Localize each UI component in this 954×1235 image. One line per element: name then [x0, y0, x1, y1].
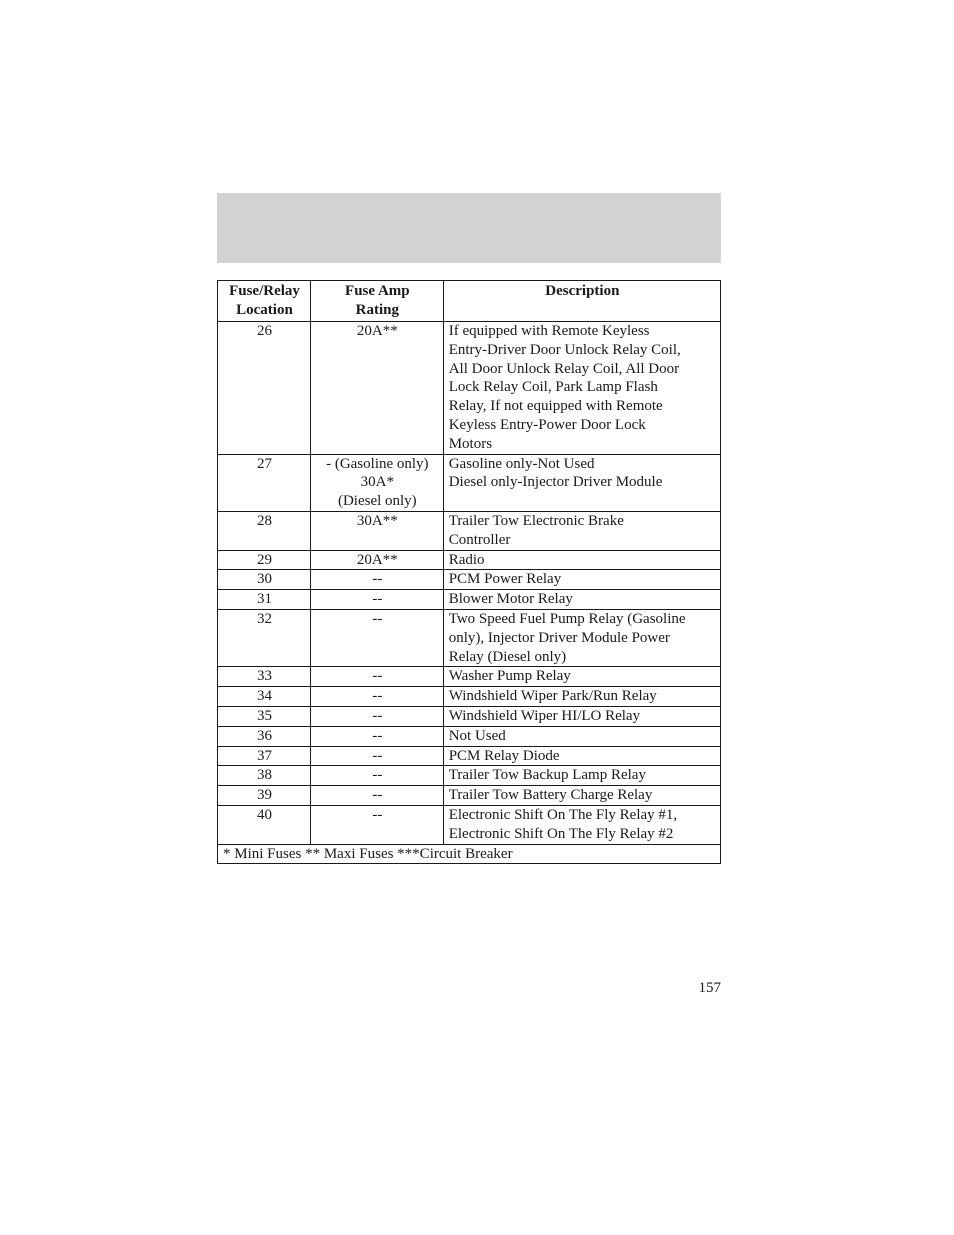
- fuse-amp-rating: [310, 746, 443, 766]
- table-row: [218, 706, 721, 726]
- fuse-description: [443, 726, 720, 746]
- fuse-location: 40: [218, 805, 311, 844]
- amp-line: (Diesel only): [337, 493, 417, 510]
- description-line: PCM Relay Diode: [448, 747, 560, 764]
- footnote-row: [218, 844, 721, 864]
- fuse-amp-rating: [310, 786, 443, 806]
- fuse-description: [443, 805, 720, 844]
- table-row: [218, 322, 721, 455]
- page-number: 157: [698, 980, 721, 996]
- fuse-location: 38: [218, 766, 311, 786]
- description-line: Entry-Driver Door Unlock Relay Coil,: [448, 341, 681, 358]
- table-row: [218, 687, 721, 707]
- fuse-amp-rating: [310, 687, 443, 707]
- fuse-description: [443, 667, 720, 687]
- table-row: [218, 550, 721, 570]
- fuse-amp-rating: [310, 322, 443, 455]
- fuse-description: [443, 609, 720, 666]
- description-line: Trailer Tow Backup Lamp Relay: [448, 767, 646, 784]
- table-row: [218, 805, 721, 844]
- description-line: Two Speed Fuel Pump Relay (Gasoline: [448, 610, 686, 627]
- fuse-amp-rating: [310, 667, 443, 687]
- fuse-location: 30: [218, 570, 311, 590]
- description-line: Washer Pump Relay: [448, 668, 571, 685]
- table-body: [218, 322, 721, 845]
- amp-line: --: [372, 591, 383, 608]
- table-row: [218, 590, 721, 610]
- fuse-location: 28: [218, 511, 311, 550]
- description-line: PCM Power Relay: [448, 571, 562, 588]
- amp-line: --: [372, 747, 383, 764]
- table-row: [218, 766, 721, 786]
- amp-line: --: [372, 707, 383, 724]
- fuse-description: [443, 687, 720, 707]
- table-row: [218, 786, 721, 806]
- amp-line: --: [372, 668, 383, 685]
- fuse-description: [443, 454, 720, 511]
- footnote: * Mini Fuses ** Maxi Fuses ***Circuit Breaker: [218, 844, 721, 864]
- table-row: [218, 511, 721, 550]
- amp-line: --: [372, 571, 383, 588]
- description-line: Windshield Wiper Park/Run Relay: [448, 688, 657, 705]
- description-line: Motors: [448, 435, 493, 452]
- header-amp-line-1: Fuse Amp: [345, 283, 410, 299]
- description-line: Electronic Shift On The Fly Relay #2: [448, 825, 674, 842]
- description-line: Electronic Shift On The Fly Relay #1,: [448, 806, 678, 823]
- fuse-location: 34: [218, 687, 311, 707]
- table-row: [218, 667, 721, 687]
- header-amp-line-2: Rating: [355, 301, 399, 318]
- description-line: Radio: [448, 551, 485, 568]
- fuse-location: 37: [218, 746, 311, 766]
- amp-line: --: [372, 767, 383, 784]
- amp-line: --: [372, 787, 383, 804]
- fuse-description: [443, 570, 720, 590]
- fuse-location: 36: [218, 726, 311, 746]
- header-band: [217, 193, 721, 263]
- amp-line: 20A**: [356, 323, 398, 339]
- fuse-location: 31: [218, 590, 311, 610]
- header-description: Description: [443, 281, 720, 322]
- table-row: [218, 746, 721, 766]
- amp-line: 30A*: [360, 474, 394, 491]
- amp-line: 20A**: [356, 551, 398, 568]
- fuse-location: 29: [218, 550, 311, 570]
- fuse-description: [443, 322, 720, 455]
- description-line: Blower Motor Relay: [448, 591, 573, 608]
- fuse-location: 39: [218, 786, 311, 806]
- fuse-amp-rating: [310, 726, 443, 746]
- amp-line: 30A**: [356, 512, 398, 529]
- description-line: If equipped with Remote Keyless: [448, 323, 650, 339]
- description-line: Trailer Tow Battery Charge Relay: [448, 787, 653, 804]
- description-line: Windshield Wiper HI/LO Relay: [448, 707, 641, 724]
- fuse-description: [443, 706, 720, 726]
- amp-line: - (Gasoline only): [326, 455, 429, 472]
- description-line: Diesel only-Injector Driver Module: [448, 474, 663, 491]
- amp-line: --: [372, 610, 383, 627]
- fuse-description: [443, 590, 720, 610]
- amp-line: --: [372, 806, 383, 823]
- fuse-location: 32: [218, 609, 311, 666]
- fuse-description: [443, 511, 720, 550]
- table-row: [218, 609, 721, 666]
- description-line: All Door Unlock Relay Coil, All Door: [448, 360, 680, 377]
- header-amp-rating: [310, 281, 443, 322]
- fuse-location: 33: [218, 667, 311, 687]
- header-location-line-1: Fuse/Relay: [229, 283, 300, 299]
- fuse-amp-rating: [310, 706, 443, 726]
- fuse-amp-rating: [310, 805, 443, 844]
- table-row: [218, 726, 721, 746]
- amp-line: --: [372, 727, 383, 744]
- fuse-description: [443, 786, 720, 806]
- fuse-description: [443, 766, 720, 786]
- fuse-description: [443, 550, 720, 570]
- fuse-amp-rating: [310, 609, 443, 666]
- fuse-amp-rating: [310, 590, 443, 610]
- table-header-row: [218, 281, 721, 322]
- amp-line: --: [372, 688, 383, 705]
- fuse-amp-rating: [310, 550, 443, 570]
- header-location: [218, 281, 311, 322]
- fuse-location: 35: [218, 706, 311, 726]
- fuse-location: 27: [218, 454, 311, 511]
- description-line: Trailer Tow Electronic Brake: [448, 512, 624, 529]
- description-line: Not Used: [448, 727, 506, 744]
- description-line: Lock Relay Coil, Park Lamp Flash: [448, 379, 658, 396]
- description-line: Controller: [448, 531, 511, 548]
- table-row: [218, 454, 721, 511]
- header-location-line-2: Location: [236, 301, 293, 318]
- description-line: Relay (Diesel only): [448, 648, 567, 665]
- description-line: only), Injector Driver Module Power: [448, 629, 670, 646]
- fuse-relay-table: [217, 280, 721, 864]
- description-line: Relay, If not equipped with Remote: [448, 398, 663, 415]
- fuse-amp-rating: [310, 454, 443, 511]
- fuse-amp-rating: [310, 570, 443, 590]
- table-row: [218, 570, 721, 590]
- fuse-amp-rating: [310, 766, 443, 786]
- fuse-description: [443, 746, 720, 766]
- fuse-amp-rating: [310, 511, 443, 550]
- fuse-location: 26: [218, 322, 311, 455]
- description-line: Keyless Entry-Power Door Lock: [448, 416, 646, 433]
- description-line: Gasoline only-Not Used: [448, 455, 595, 472]
